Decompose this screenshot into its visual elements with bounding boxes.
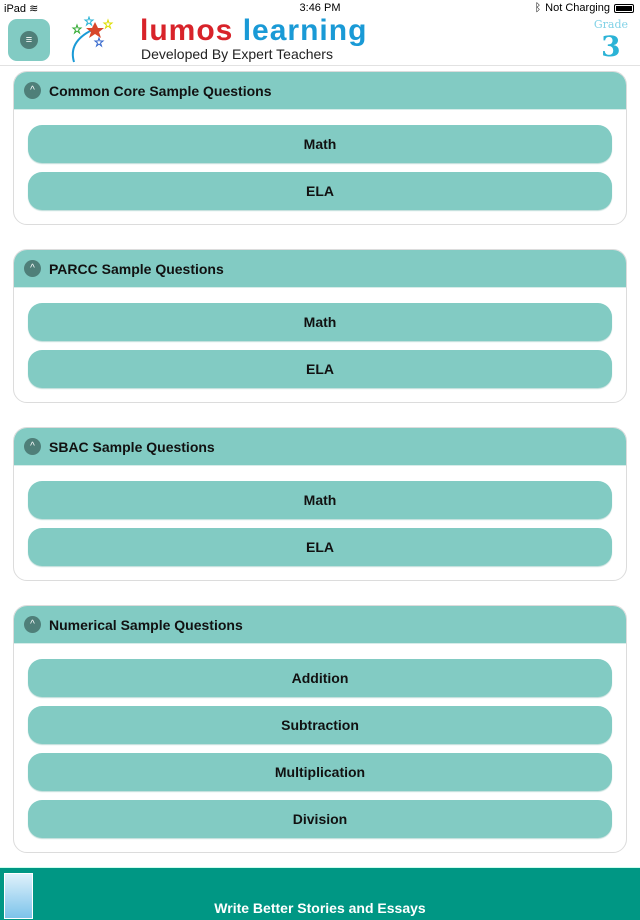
device-name: iPad: [4, 3, 27, 15]
section-card: [13, 427, 627, 581]
section-body: [14, 644, 626, 852]
section-card: [13, 605, 627, 853]
charging-status: Not Charging: [545, 2, 610, 14]
chevron-up-icon[interactable]: ^: [24, 260, 41, 277]
section-header[interactable]: [14, 428, 626, 466]
section-header[interactable]: [14, 72, 626, 110]
section-body: [14, 466, 626, 580]
grade-indicator[interactable]: [594, 18, 628, 63]
section-body: [14, 110, 626, 224]
question-button[interactable]: Division: [28, 800, 612, 838]
section-card: [13, 71, 627, 225]
tagline: Developed By Expert Teachers: [141, 46, 333, 62]
clock: 3:46 PM: [299, 2, 341, 14]
chevron-up-icon[interactable]: ^: [24, 438, 41, 455]
logo-stars-icon: [62, 16, 122, 64]
battery-icon: [614, 4, 634, 13]
grade-label: Grade: [593, 18, 628, 31]
question-button[interactable]: Math: [28, 481, 612, 519]
question-button[interactable]: ELA: [28, 528, 612, 566]
wifi-icon: ≋: [29, 3, 39, 15]
question-button[interactable]: ELA: [28, 172, 612, 210]
question-button[interactable]: Math: [28, 303, 612, 341]
bluetooth-icon: ᛒ: [534, 2, 542, 14]
question-button[interactable]: ELA: [28, 350, 612, 388]
menu-button[interactable]: [8, 19, 50, 61]
status-bar: [0, 0, 640, 17]
logo-text: [140, 15, 367, 47]
menu-icon: ≡: [20, 31, 38, 49]
logo-learning: learning: [242, 14, 368, 47]
question-button[interactable]: Subtraction: [28, 706, 612, 744]
grade-number: 3: [601, 30, 621, 63]
section-header[interactable]: [14, 606, 626, 644]
chevron-up-icon[interactable]: ^: [24, 82, 41, 99]
question-button[interactable]: Multiplication: [28, 753, 612, 791]
chevron-up-icon[interactable]: ^: [24, 616, 41, 633]
section-title: Numerical Sample Questions: [49, 616, 243, 633]
logo-lumos: lumos: [140, 14, 234, 47]
section-title: PARCC Sample Questions: [49, 260, 224, 277]
promo-text: Write Better Stories and Essays: [214, 900, 426, 916]
section-body: [14, 288, 626, 402]
promo-banner[interactable]: [0, 867, 640, 920]
section-card: [13, 249, 627, 403]
question-button[interactable]: Addition: [28, 659, 612, 697]
section-header[interactable]: [14, 250, 626, 288]
section-title: Common Core Sample Questions: [49, 82, 272, 99]
section-title: SBAC Sample Questions: [49, 438, 215, 455]
question-button[interactable]: Math: [28, 125, 612, 163]
